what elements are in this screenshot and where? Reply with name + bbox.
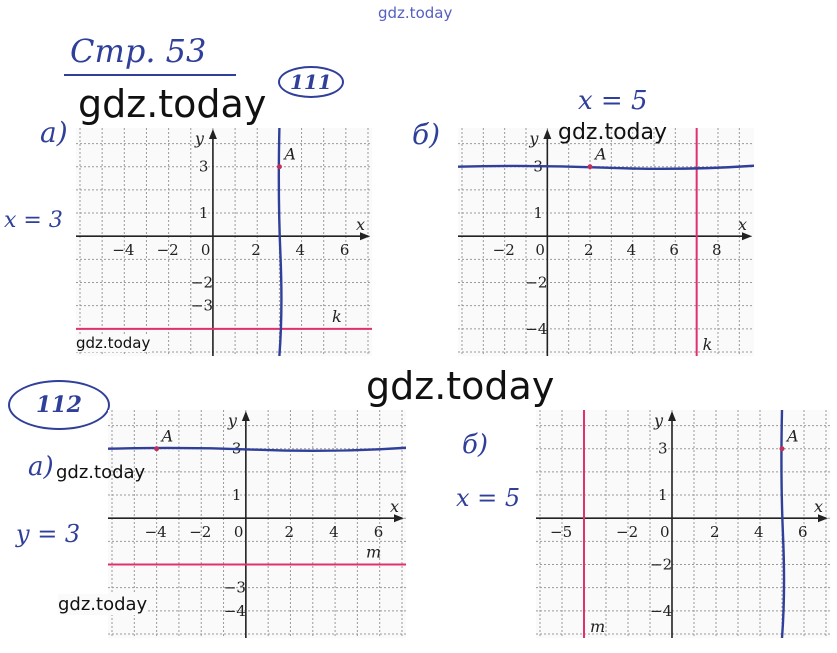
y-axis-arrow	[543, 129, 551, 139]
y-tick-label: −2	[650, 555, 673, 574]
pink-line-label: k	[332, 306, 342, 326]
x-tick-label: 6	[798, 523, 808, 542]
equation-112b: x = 5	[456, 484, 521, 512]
x-tick-label: −4	[144, 523, 167, 542]
x-tick-label: −4	[112, 241, 135, 260]
point-a-label: A	[284, 144, 296, 164]
point-a-label: A	[595, 144, 607, 164]
page-heading: Стр. 53	[64, 32, 236, 76]
point-a-label: A	[787, 426, 799, 446]
x-tick-label: −2	[189, 523, 212, 542]
part-label-111a: а)	[40, 116, 68, 149]
blue-line	[108, 448, 406, 451]
y-tick-label: 3	[658, 439, 668, 458]
y-axis-label: y	[529, 129, 539, 148]
y-tick-label: −3	[190, 296, 214, 315]
y-axis-arrow	[209, 129, 217, 139]
x-tick-label: −2	[156, 241, 179, 260]
y-tick-label: −2	[190, 273, 214, 292]
graph-112a-svg	[108, 410, 406, 638]
x-tick-label: 0	[233, 523, 244, 542]
y-axis-label: y	[194, 129, 204, 148]
equation-111a: x = 3	[4, 208, 63, 233]
x-axis-label: x	[390, 497, 400, 517]
equation-112a: y = 3	[16, 520, 81, 548]
graph-111a-svg	[76, 128, 372, 356]
y-axis-label: y	[227, 411, 237, 430]
y-tick-label: 3	[533, 157, 543, 176]
point-a	[277, 164, 282, 169]
equation-111b: x = 5	[578, 86, 648, 116]
watermark-big-2: gdz.today	[366, 364, 555, 408]
watermark-small-4: gdz.today	[58, 594, 148, 615]
point-a	[780, 446, 785, 451]
watermark-small-2: gdz.today	[76, 334, 151, 352]
x-tick-label: −5	[550, 523, 573, 542]
pink-line-label: k	[702, 335, 713, 354]
y-axis-label: y	[654, 411, 664, 430]
watermark-big-1: gdz.today	[78, 82, 267, 126]
watermark-top: gdz.today	[378, 4, 453, 22]
x-tick-label: 2	[584, 241, 594, 260]
graph-111b	[458, 128, 754, 356]
y-tick-label: −2	[525, 273, 548, 292]
pink-line-label: m	[366, 542, 382, 562]
x-tick-label: 6	[669, 241, 679, 260]
x-tick-label: 4	[754, 523, 764, 542]
x-tick-label: 8	[712, 241, 722, 260]
y-tick-label: 1	[533, 204, 543, 223]
blue-line	[458, 166, 754, 169]
watermark-small-3: gdz.today	[56, 462, 146, 483]
part-label-111b: б)	[412, 118, 441, 151]
x-tick-label: 2	[251, 241, 261, 260]
x-tick-label: 0	[535, 241, 545, 260]
x-axis-label: x	[814, 497, 824, 517]
graph-112b	[536, 410, 830, 638]
x-tick-label: 4	[626, 241, 637, 260]
y-tick-label: −3	[223, 578, 246, 597]
graph-111a	[76, 128, 372, 356]
x-tick-label: −2	[616, 523, 639, 542]
pink-line-label: m	[590, 617, 606, 636]
y-tick-label: 3	[198, 157, 209, 176]
y-axis-arrow	[242, 411, 250, 421]
x-tick-label: 2	[284, 523, 295, 542]
point-a	[154, 446, 159, 451]
x-axis-label: x	[738, 215, 748, 235]
watermark-small-1: gdz.today	[558, 120, 668, 145]
graph-112b-svg	[536, 410, 830, 638]
point-a	[588, 164, 593, 169]
problem-number-111: 111	[278, 66, 344, 98]
y-tick-label: −4	[525, 319, 548, 338]
x-tick-label: −2	[492, 241, 515, 260]
y-tick-label: 1	[198, 204, 209, 223]
y-tick-label: 1	[231, 486, 242, 505]
graph-112a	[108, 410, 406, 638]
part-label-112a: а)	[28, 452, 54, 482]
x-tick-label: 4	[295, 241, 306, 260]
x-tick-label: 2	[710, 523, 720, 542]
point-a-label: A	[161, 426, 174, 446]
x-tick-label: 4	[329, 523, 339, 542]
y-tick-label: 3	[231, 439, 242, 458]
x-tick-label: 0	[200, 241, 211, 260]
graph-111b-svg	[458, 128, 754, 356]
y-tick-label: 1	[658, 486, 668, 505]
y-tick-label: −4	[223, 601, 246, 620]
problem-number-112: 112	[8, 380, 110, 430]
part-label-112b: б)	[462, 430, 489, 460]
x-tick-label: 6	[339, 241, 350, 260]
x-axis-label: x	[356, 215, 366, 235]
y-tick-label: −4	[650, 601, 673, 620]
y-axis-arrow	[668, 411, 676, 421]
x-tick-label: 0	[660, 523, 670, 542]
x-tick-label: 6	[373, 523, 384, 542]
